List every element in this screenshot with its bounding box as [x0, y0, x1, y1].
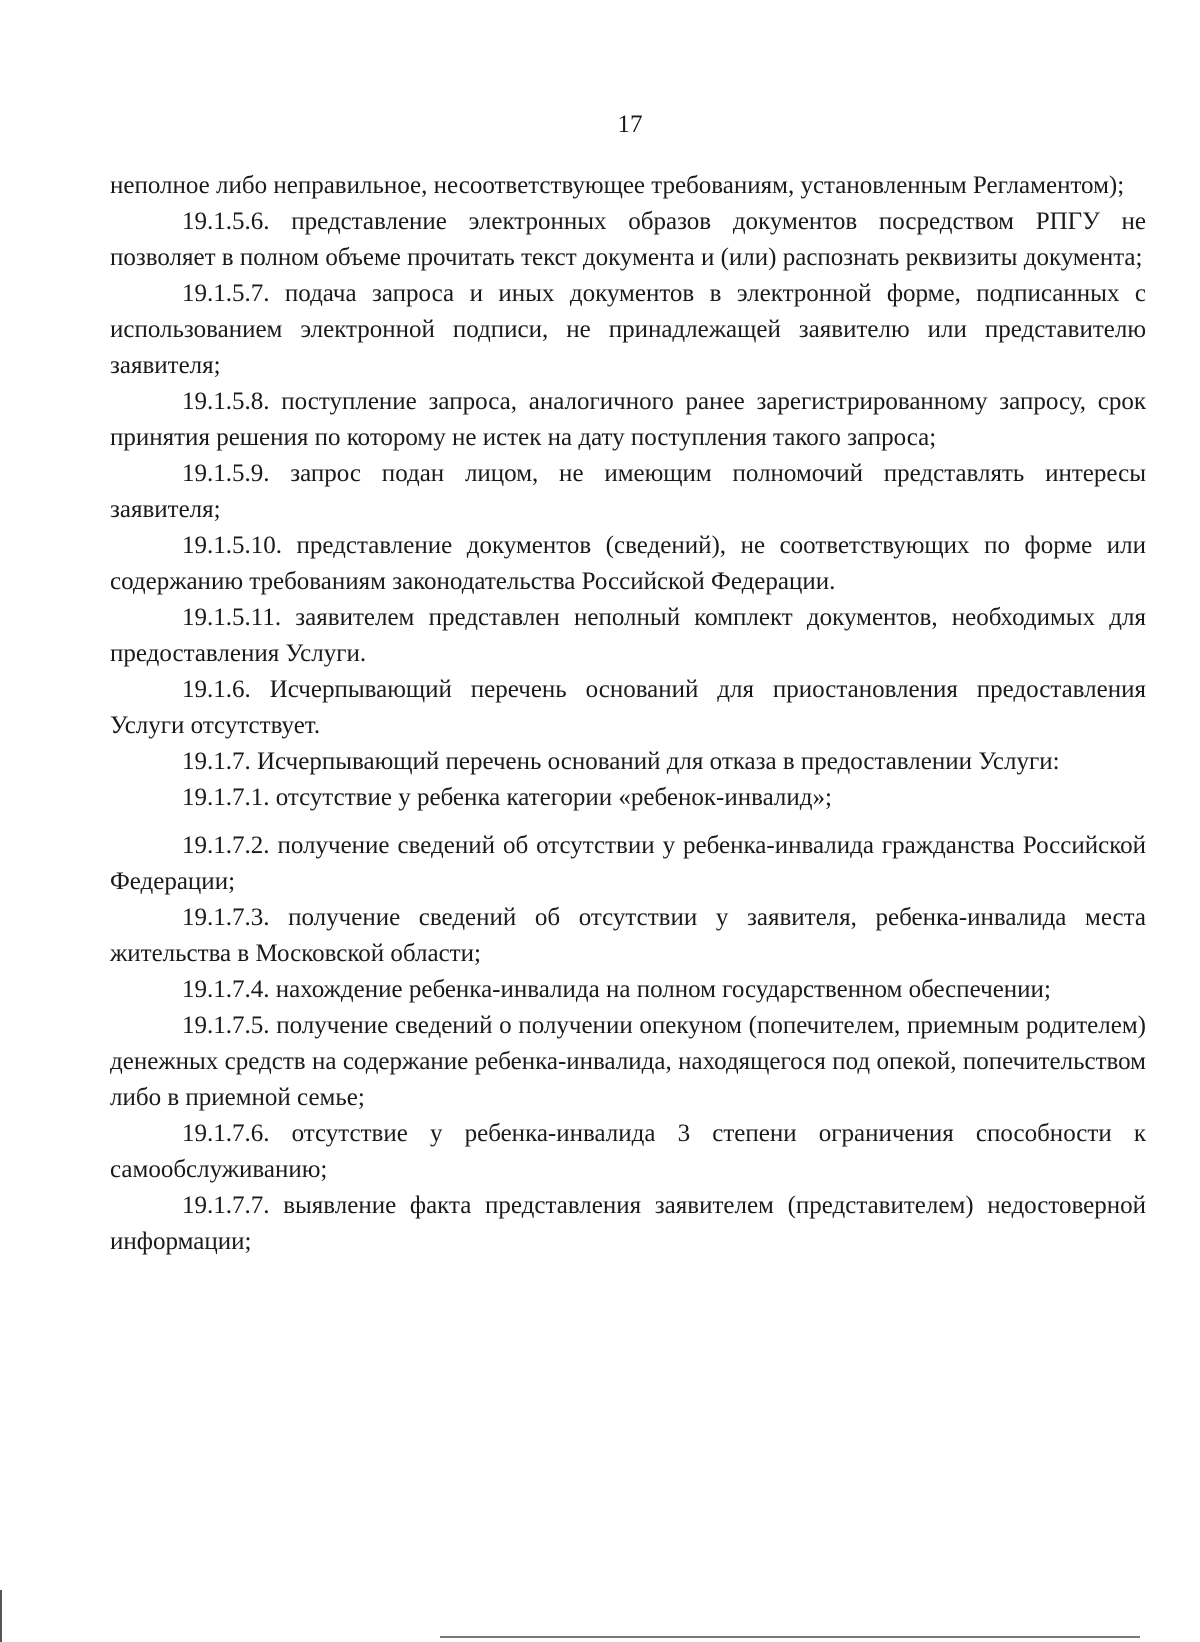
- paragraph: 19.1.5.9. запрос подан лицом, не имеющим полномочий представлять интересы заявителя;: [110, 460, 1146, 523]
- paragraph: 19.1.7.7. выявление факта представления заявителем (представителем) недостоверной информации;: [110, 1192, 1146, 1255]
- paragraph: 19.1.7.4. нахождение ребенка-инвалида на полном государственном обеспечении;: [182, 976, 1051, 1003]
- scan-edge-mark: [0, 1590, 2, 1642]
- paragraph: 19.1.7. Исчерпывающий перечень оснований для отказа в предоставлении Услуги:: [182, 748, 1060, 775]
- page-number: 17: [617, 111, 643, 138]
- paragraph: 19.1.5.11. заявителем представлен неполный комплект документов, необходимых для предоставления Услуги.: [110, 604, 1146, 667]
- paragraph: 19.1.7.2. получение сведений об отсутствии у ребенка-инвалида гражданства Российской Федерации;: [110, 832, 1146, 895]
- paragraph: 19.1.7.1. отсутствие у ребенка категории «ребенок-инвалид»;: [182, 784, 832, 811]
- scan-bottom-line: [440, 1636, 1140, 1638]
- paragraph: 19.1.6. Исчерпывающий перечень оснований для приостановления предоставления Услуги отсутствует.: [110, 676, 1146, 739]
- paragraph: 19.1.7.6. отсутствие у ребенка-инвалида 3 степени ограничения способности к самообслуживанию;: [110, 1120, 1146, 1183]
- paragraph: 19.1.5.8. поступление запроса, аналогичного ранее зарегистрированному запросу, срок принятия решения по которому не истек на дату поступления такого запроса;: [110, 388, 1146, 451]
- paragraph: 19.1.7.5. получение сведений о получении опекуном (попечителем, приемным родителем) денежных средств на содержание ребенка-инвалида, находящегося под опекой, попечительством либо в приемной семье;: [110, 1012, 1146, 1111]
- document-body: [110, 168, 1146, 1260]
- paragraph: 19.1.5.7. подача запроса и иных документов в электронной форме, подписанных с использованием электронной подписи, не принадлежащей заявителю или представителю заявителя;: [110, 280, 1146, 379]
- paragraph: 19.1.5.10. представление документов (сведений), не соответствующих по форме или содержанию требованиям законодательства Российской Федерации.: [110, 532, 1146, 595]
- paragraph: 19.1.5.6. представление электронных образов документов посредством РПГУ не позволяет в полном объеме прочитать текст документа и (или) распознать реквизиты документа;: [110, 208, 1146, 271]
- paragraph: неполное либо неправильное, несоответствующее требованиям, установленным Регламентом);: [110, 172, 1125, 199]
- paragraph: 19.1.7.3. получение сведений об отсутствии у заявителя, ребенка-инвалида места жительства в Московской области;: [110, 904, 1146, 967]
